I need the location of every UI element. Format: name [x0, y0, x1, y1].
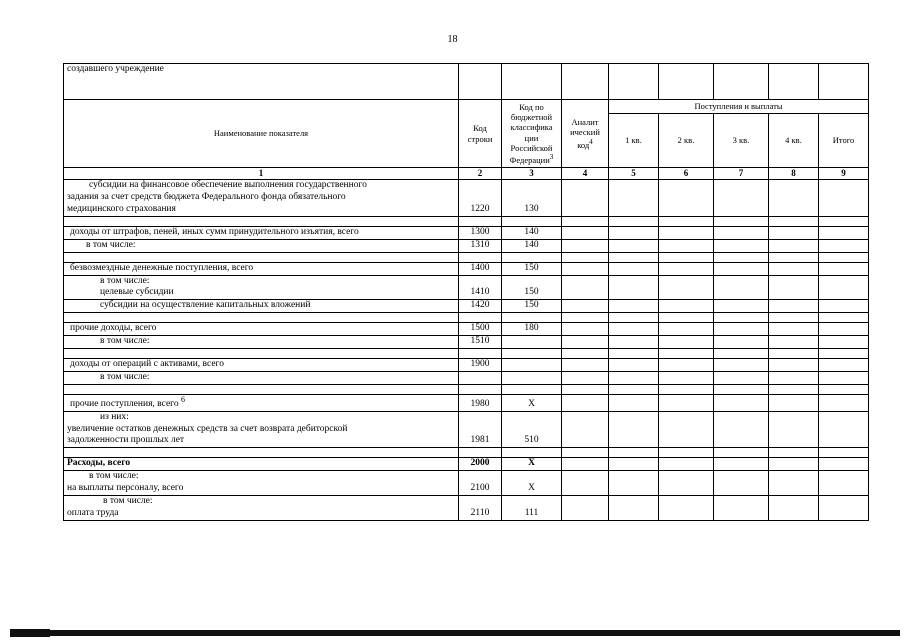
- table-row: [64, 348, 869, 358]
- header-analytic-code: Аналит ический код$^4$: [562, 100, 609, 168]
- financial-plan-table: [63, 63, 869, 521]
- top-row-text: создавшего учреждение: [64, 64, 459, 100]
- column-numbers-row: 1 2 3 4 5 6 7 8 9: [64, 168, 869, 180]
- table-row: [64, 64, 869, 100]
- header-receipts-payments: Поступления и выплаты: [609, 100, 869, 114]
- table-row: доходы от операций с активами, всего 1900: [64, 358, 869, 371]
- table-row: безвозмездные денежные поступления, всего 1400 150: [64, 262, 869, 275]
- header-code-budget: Код по бюджетной классифика ции Российской Федерации$^3$: [502, 100, 562, 168]
- table-row: субсидии на финансовое обеспечение выполнения государственного задания за счет средств бюджета Федерального фонда обязательного медицинского страхования 1220 130: [64, 180, 869, 217]
- table-row: в том числе: целевые субсидии 1410 150: [64, 275, 869, 300]
- table-row: [64, 252, 869, 262]
- page-number: 18: [447, 34, 458, 45]
- table-row: субсидии на осуществление капитальных вложений 1420 150: [64, 300, 869, 313]
- table-row: [64, 384, 869, 394]
- header-q4: 4 кв.: [769, 114, 819, 168]
- header-row: [64, 100, 869, 114]
- table-row: в том числе:: [64, 371, 869, 384]
- table-row: в том числе: 1510: [64, 336, 869, 349]
- table-row: [64, 448, 869, 458]
- header-name: Наименование показателя: [64, 100, 459, 168]
- table-row: в том числе: 1310 140: [64, 239, 869, 252]
- table-row: доходы от штрафов, пеней, иных сумм принудительного изъятия, всего 1300 140: [64, 226, 869, 239]
- table-row: из них: увеличение остатков денежных средств за счет возврата дебиторской задолженности прошлых лет 1981 510: [64, 411, 869, 448]
- header-q3: 3 кв.: [714, 114, 769, 168]
- table-row: [64, 216, 869, 226]
- header-q2: 2 кв.: [659, 114, 714, 168]
- table-row: прочие доходы, всего 1500 180: [64, 323, 869, 336]
- table-row: в том числе: на выплаты персоналу, всего 2100 X: [64, 471, 869, 496]
- table-row: прочие поступления, всего $^6$ 1980 X: [64, 394, 869, 411]
- table-row: Расходы, всего 2000 X: [64, 458, 869, 471]
- table-row: [64, 313, 869, 323]
- scan-edge-bar: [10, 630, 900, 636]
- header-code-line: Код строки: [459, 100, 502, 168]
- header-total: Итого: [819, 114, 869, 168]
- header-q1: 1 кв.: [609, 114, 659, 168]
- table-row: в том числе: оплата труда 2110 111: [64, 495, 869, 520]
